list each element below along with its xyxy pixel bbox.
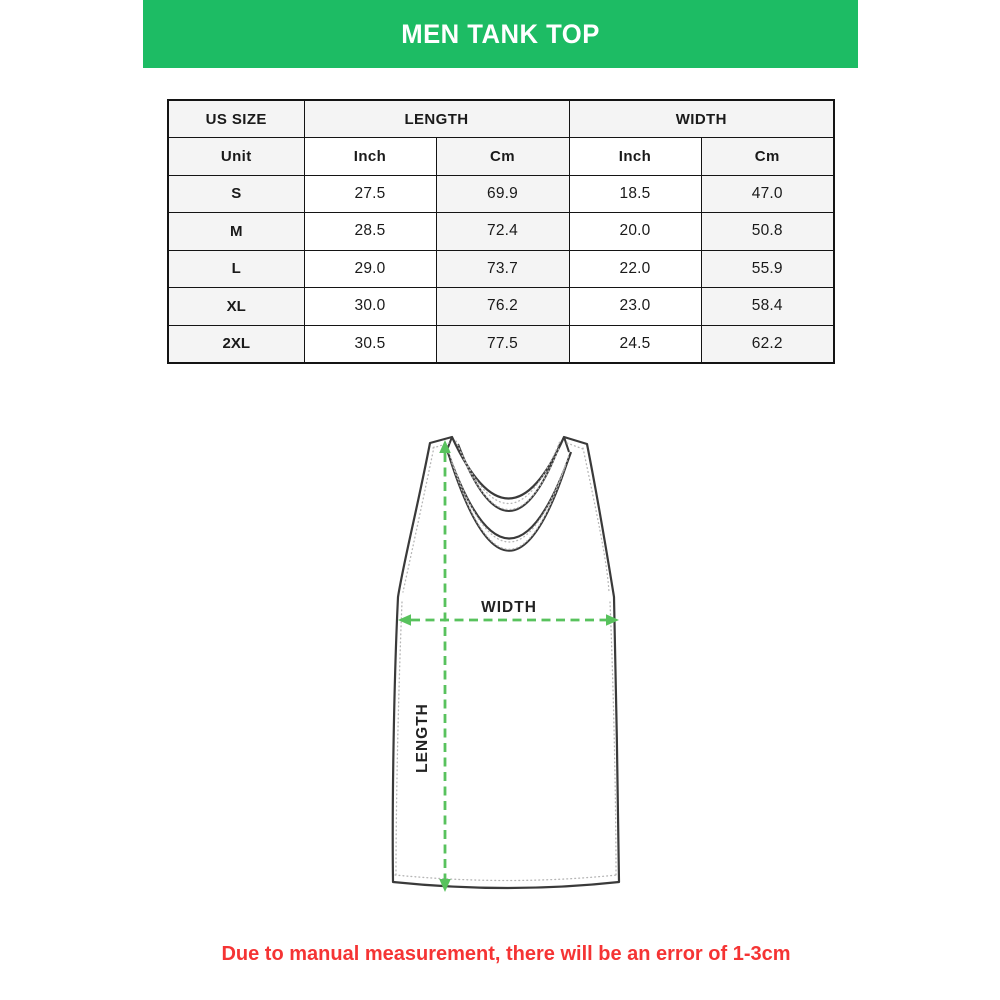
- header-unit: Unit: [168, 138, 304, 176]
- header-length-cm: Cm: [436, 138, 569, 176]
- cell-width-inch: 22.0: [569, 250, 701, 288]
- cell-width-inch: 20.0: [569, 213, 701, 251]
- header-us-size: US SIZE: [168, 100, 304, 138]
- table-row: [168, 325, 834, 363]
- length-dimension-label: LENGTH: [414, 703, 431, 773]
- table-row: [168, 213, 834, 251]
- measurement-disclaimer: Due to manual measurement, there will be an error of 1-3cm: [221, 943, 791, 965]
- cell-length-inch: 29.0: [304, 250, 436, 288]
- cell-width-cm: 50.8: [701, 213, 834, 251]
- cell-length-inch: 27.5: [304, 175, 436, 213]
- cell-width-cm: 55.9: [701, 250, 834, 288]
- width-dimension-label: WIDTH: [481, 599, 537, 616]
- cell-length-cm: 77.5: [436, 325, 569, 363]
- cell-width-cm: 58.4: [701, 288, 834, 326]
- cell-width-inch: 23.0: [569, 288, 701, 326]
- header-width-cm: Cm: [701, 138, 834, 176]
- size-label: XL: [168, 288, 304, 326]
- table-row: [168, 100, 834, 138]
- header-width: WIDTH: [569, 100, 834, 138]
- size-label: M: [168, 213, 304, 251]
- cell-length-cm: 69.9: [436, 175, 569, 213]
- header-length: LENGTH: [304, 100, 569, 138]
- cell-width-inch: 18.5: [569, 175, 701, 213]
- cell-width-cm: 47.0: [701, 175, 834, 213]
- header-width-inch: Inch: [569, 138, 701, 176]
- cell-length-cm: 72.4: [436, 213, 569, 251]
- header-length-inch: Inch: [304, 138, 436, 176]
- table-row: [168, 138, 834, 176]
- cell-length-inch: 30.0: [304, 288, 436, 326]
- table-row: [168, 175, 834, 213]
- cell-length-inch: 28.5: [304, 213, 436, 251]
- tank-top-diagram: [370, 420, 650, 910]
- page-title: MEN TANK TOP: [401, 18, 600, 49]
- cell-length-inch: 30.5: [304, 325, 436, 363]
- size-table: [167, 99, 835, 364]
- size-label: 2XL: [168, 325, 304, 363]
- size-table-container: [167, 99, 833, 364]
- size-label: S: [168, 175, 304, 213]
- tank-outline: [393, 437, 619, 888]
- table-row: [168, 288, 834, 326]
- cell-width-inch: 24.5: [569, 325, 701, 363]
- title-bar: [143, 0, 858, 68]
- table-row: [168, 250, 834, 288]
- cell-length-cm: 76.2: [436, 288, 569, 326]
- size-label: L: [168, 250, 304, 288]
- cell-length-cm: 73.7: [436, 250, 569, 288]
- cell-width-cm: 62.2: [701, 325, 834, 363]
